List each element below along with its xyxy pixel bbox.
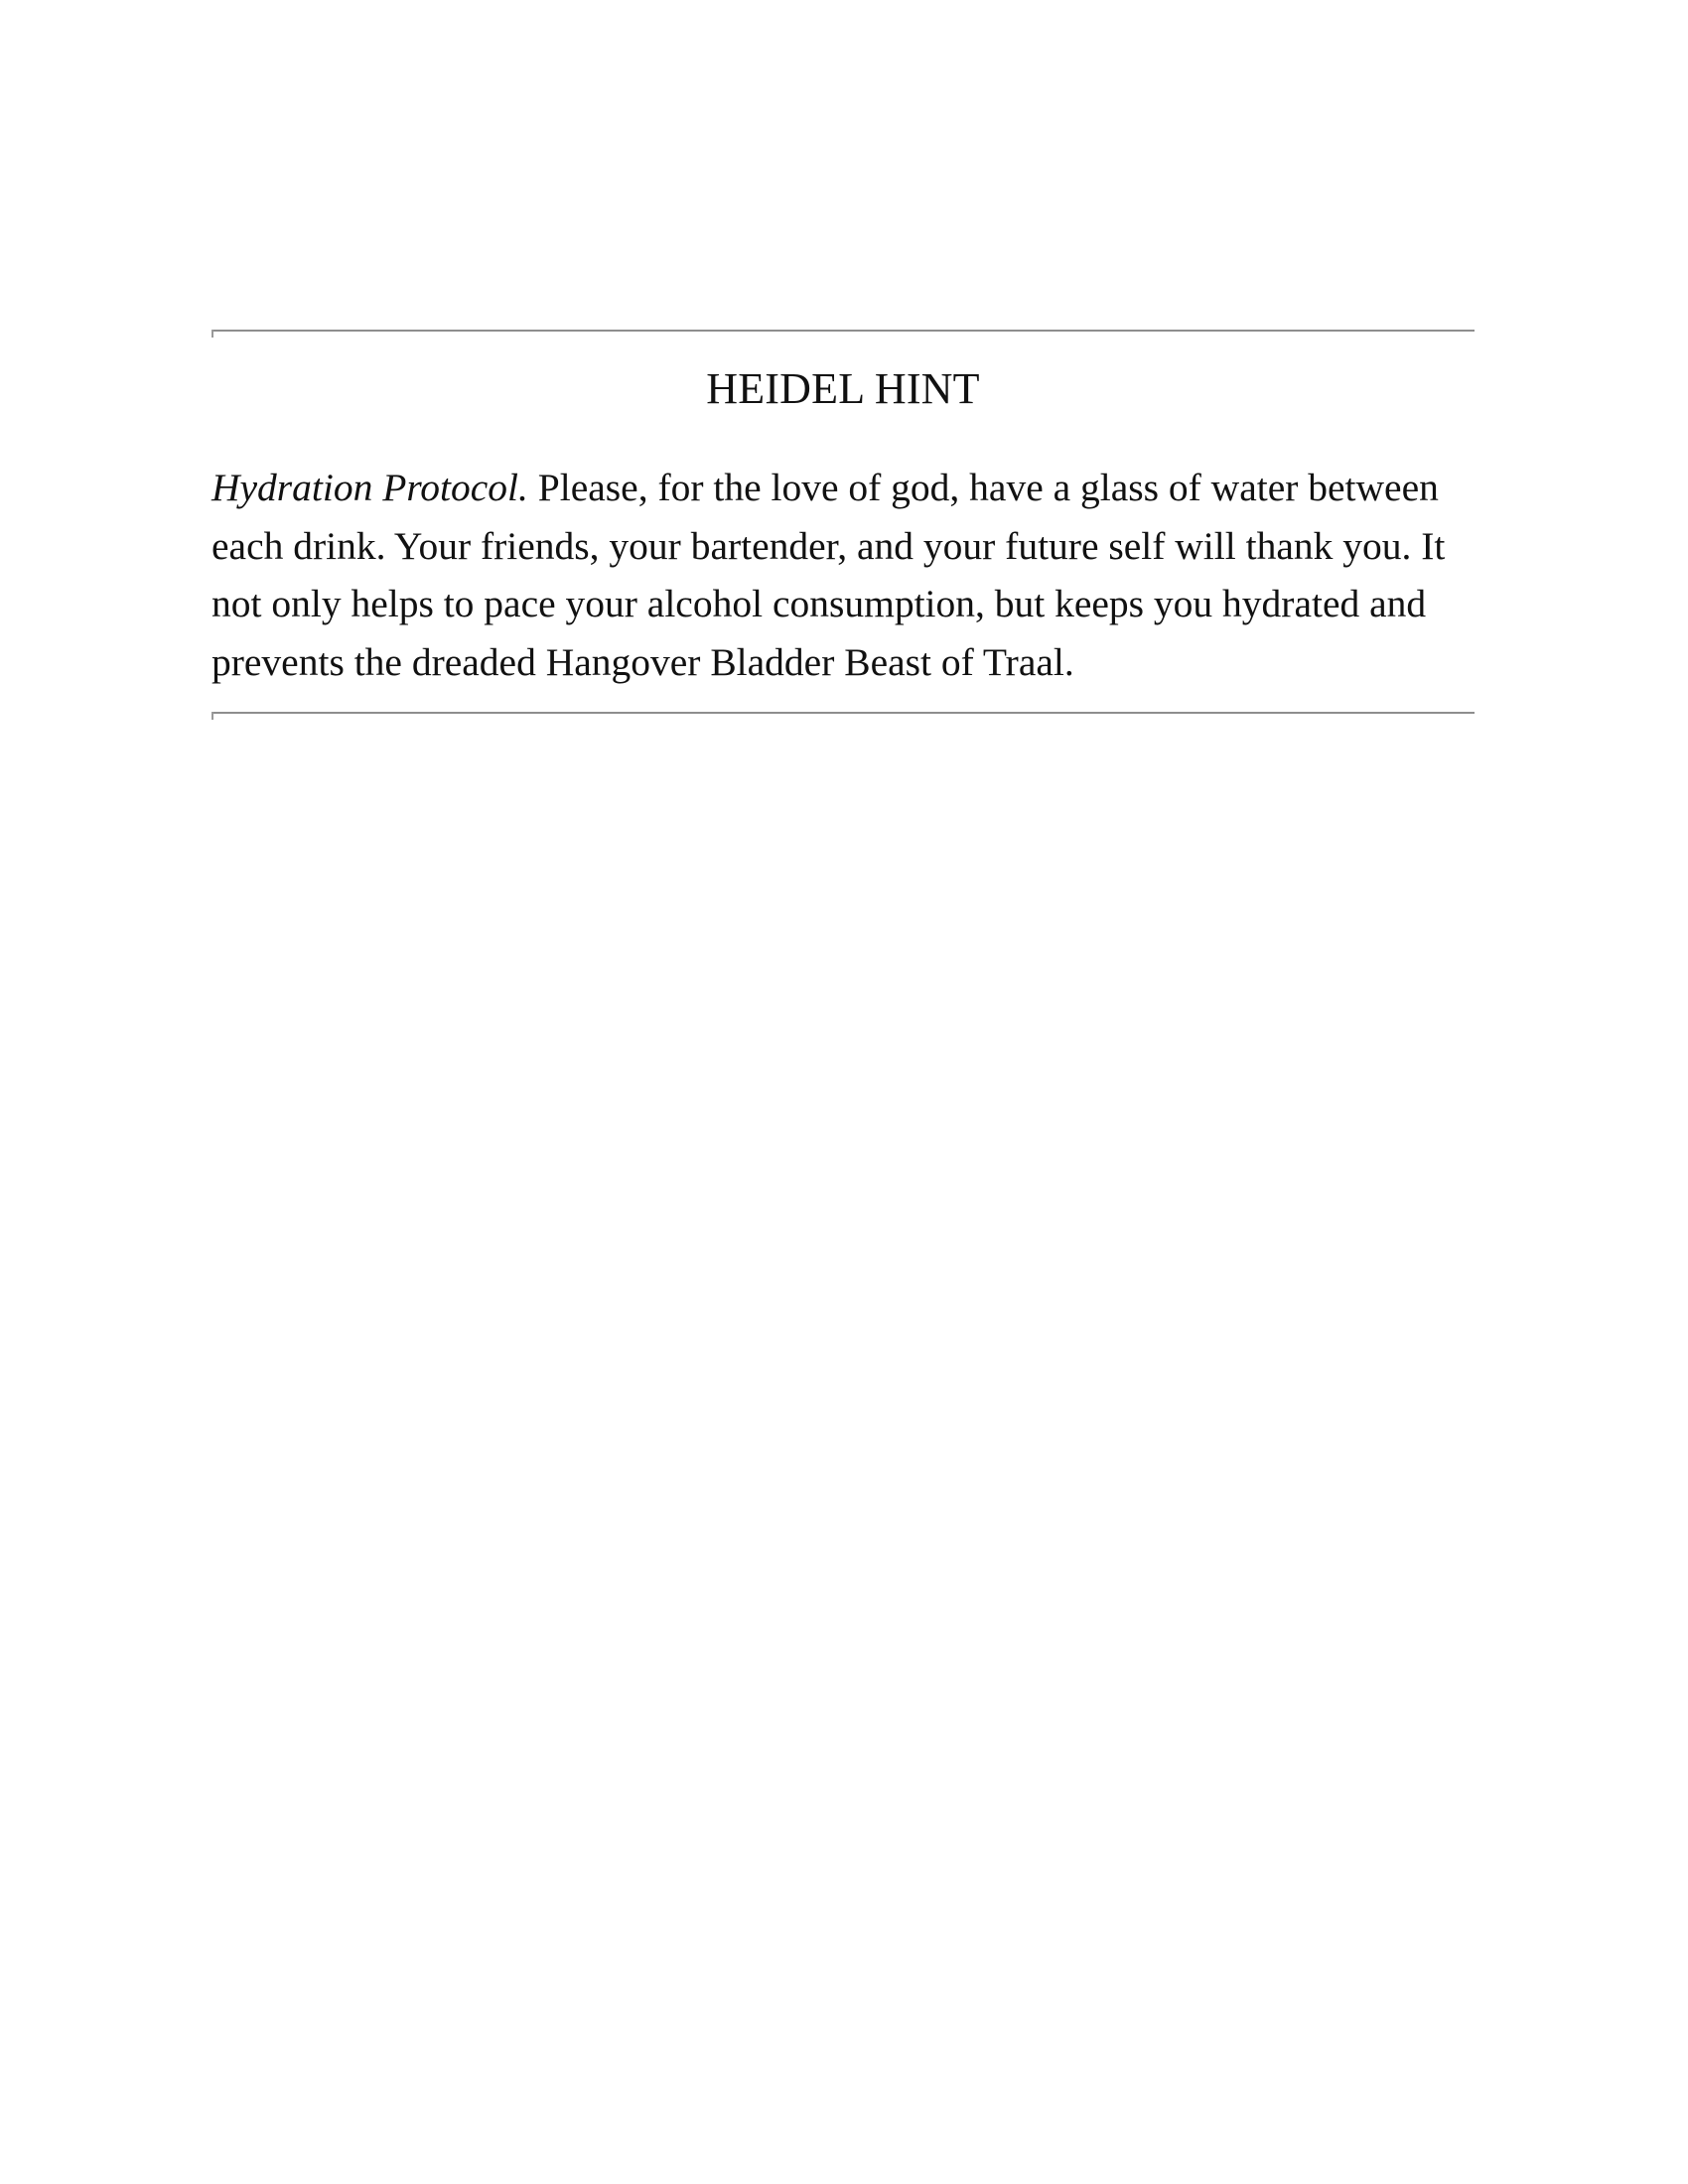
hint-body-text: Please, for the love of god, have a glass of water between each drink. Your friends, your bartender, and your future self will thank you. It not only helps to pace your alcohol consumption, but keeps you hydrated and prevents the dreaded Hangover Bladder Beast of Traal. xyxy=(211,466,1446,684)
hint-title: HEIDEL HINT xyxy=(706,364,980,413)
hint-lead: Hydration Protocol. xyxy=(211,466,528,509)
hint-paragraph xyxy=(211,459,1475,691)
bottom-divider xyxy=(211,712,1475,714)
top-divider xyxy=(211,330,1475,332)
hint-box xyxy=(211,330,1475,714)
